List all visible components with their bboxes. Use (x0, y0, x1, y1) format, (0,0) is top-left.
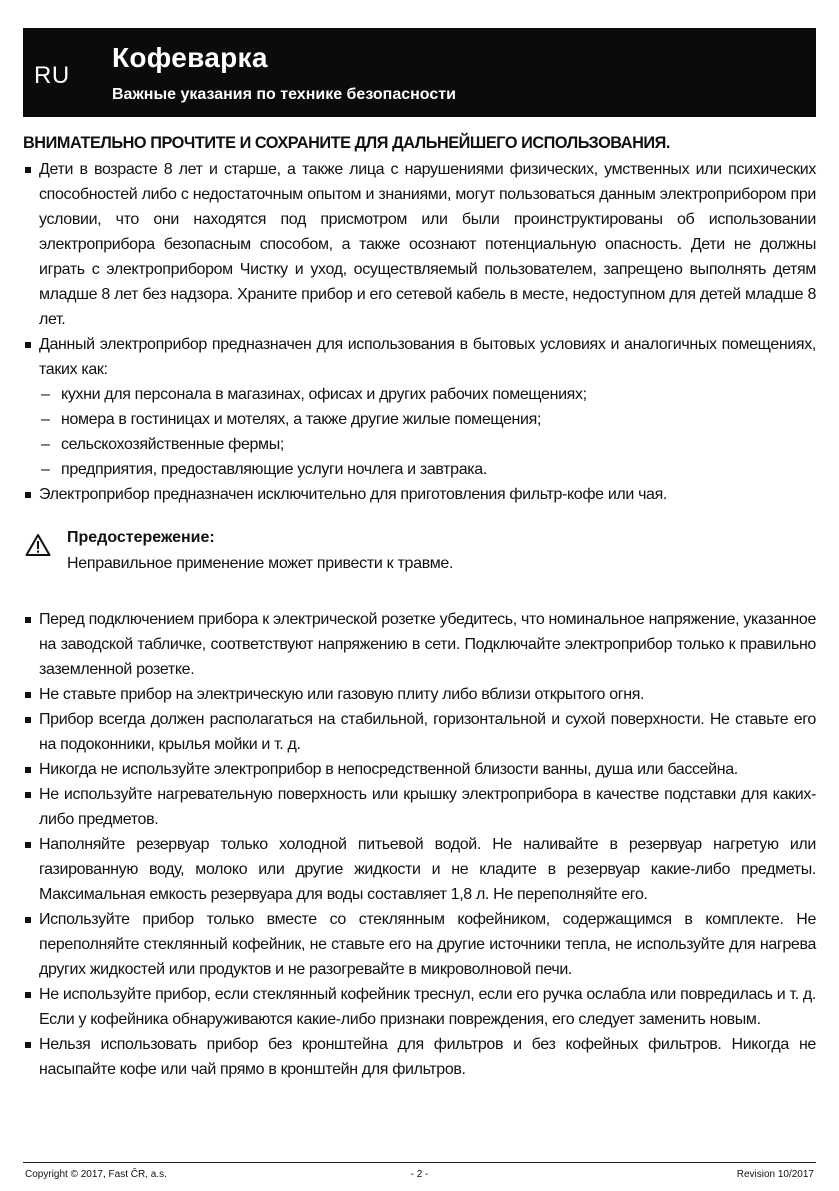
revision-text: Revision 10/2017 (736, 1169, 814, 1180)
list-item: Не используйте прибор, если стеклянный кофейник треснул, если его ручка ослабла или повредилась и т. д. Если у кофейника обнаруживаются какие-либо признаки повреждения, его следует заменить новым. (23, 982, 816, 1032)
list-item: Не ставьте прибор на электрическую или газовую плиту либо вблизи открытого огня. (23, 682, 816, 707)
list-item: Прибор всегда должен располагаться на стабильной, горизонтальной и сухой поверхности. Не ставьте его на подоконники, крылья мойки и т. д. (23, 707, 816, 757)
page-footer (23, 1162, 816, 1183)
page-number: - 2 - (410, 1169, 429, 1180)
safety-list-1 (23, 157, 816, 507)
page-title: Кофеварка (112, 42, 268, 73)
list-item: Никогда не используйте электроприбор в непосредственной близости ванны, душа или бассейна. (23, 757, 816, 782)
sub-list-item: – номера в гостиницах и мотелях, а также другие жилые помещения; (39, 407, 816, 432)
section-heading: ВНИМАТЕЛЬНО ПРОЧТИТЕ И СОХРАНИТЕ ДЛЯ ДАЛЬНЕЙШЕГО ИСПОЛЬЗОВАНИЯ. (23, 134, 670, 152)
sub-list (39, 382, 816, 482)
warning-block (23, 529, 816, 581)
language-code: RU (34, 62, 70, 89)
sub-list-item: – сельскохозяйственные фермы; (39, 432, 816, 457)
warning-title: Предостережение: (67, 529, 215, 546)
list-item (23, 332, 816, 482)
copyright-text: Copyright © 2017, Fast ČR, a.s. (25, 1169, 167, 1180)
list-item: Перед подключением прибора к электрической розетке убедитесь, что номинальное напряжение, указанное на заводской табличке, соответствуют напряжению в сети. Подключайте электроприбор только к правильно заземленной розетке. (23, 607, 816, 682)
page-header (23, 28, 816, 117)
document-body (23, 134, 816, 1082)
page-subtitle: Важные указания по технике безопасности (112, 86, 456, 103)
list-item: Нельзя использовать прибор без кронштейна для фильтров и без кофейных фильтров. Никогда не насыпайте кофе или чай прямо в кронштейн для фильтров. (23, 1032, 816, 1082)
list-item: Наполняйте резервуар только холодной питьевой водой. Не наливайте в резервуар нагретую или газированную воду, молоко или другие жидкости и не кладите в резервуар какие-либо предметы. Максимальная емкость резервуара для воды составляет 1,8 л. Не переполняйте его. (23, 832, 816, 907)
list-item: Дети в возрасте 8 лет и старше, а также лица с нарушениями физических, умственных или психических способностей либо с недостаточным опытом и знаниями, могут пользоваться данным электроприбором при условии, что они находятся под присмотром или были проинструктированы об использовании электроприбора безопасным способом, а также осознают потенциальную опасность. Дети не должны играть с электроприбором Чистку и уход, осуществляемый пользователем, запрещено выполнять детям младше 8 лет без надзора. Храните прибор и его сетевой кабель в месте, недоступном для детей младше 8 лет. (23, 157, 816, 332)
warning-triangle-icon (25, 533, 51, 557)
sub-list-item: – кухни для персонала в магазинах, офисах и других рабочих помещениях; (39, 382, 816, 407)
list-item: Электроприбор предназначен исключительно для приготовления фильтр-кофе или чая. (23, 482, 816, 507)
sub-list-item: – предприятия, предоставляющие услуги ночлега и завтрака. (39, 457, 816, 482)
safety-list-2 (23, 607, 816, 1082)
warning-text: Неправильное применение может привести к травме. (67, 555, 454, 572)
list-item: Используйте прибор только вместе со стеклянным кофейником, содержащимся в комплекте. Не переполняйте стеклянный кофейник, не ставьте его на другие источники тепла, не используйте для нагрева других жидкостей или продуктов и не разогревайте в микроволновой печи. (23, 907, 816, 982)
list-item: Не используйте нагревательную поверхность или крышку электроприбора в качестве подставки для каких-либо предметов. (23, 782, 816, 832)
list-item-text: Данный электроприбор предназначен для использования в бытовых условиях и аналогичных помещениях, таких как: (39, 336, 816, 378)
